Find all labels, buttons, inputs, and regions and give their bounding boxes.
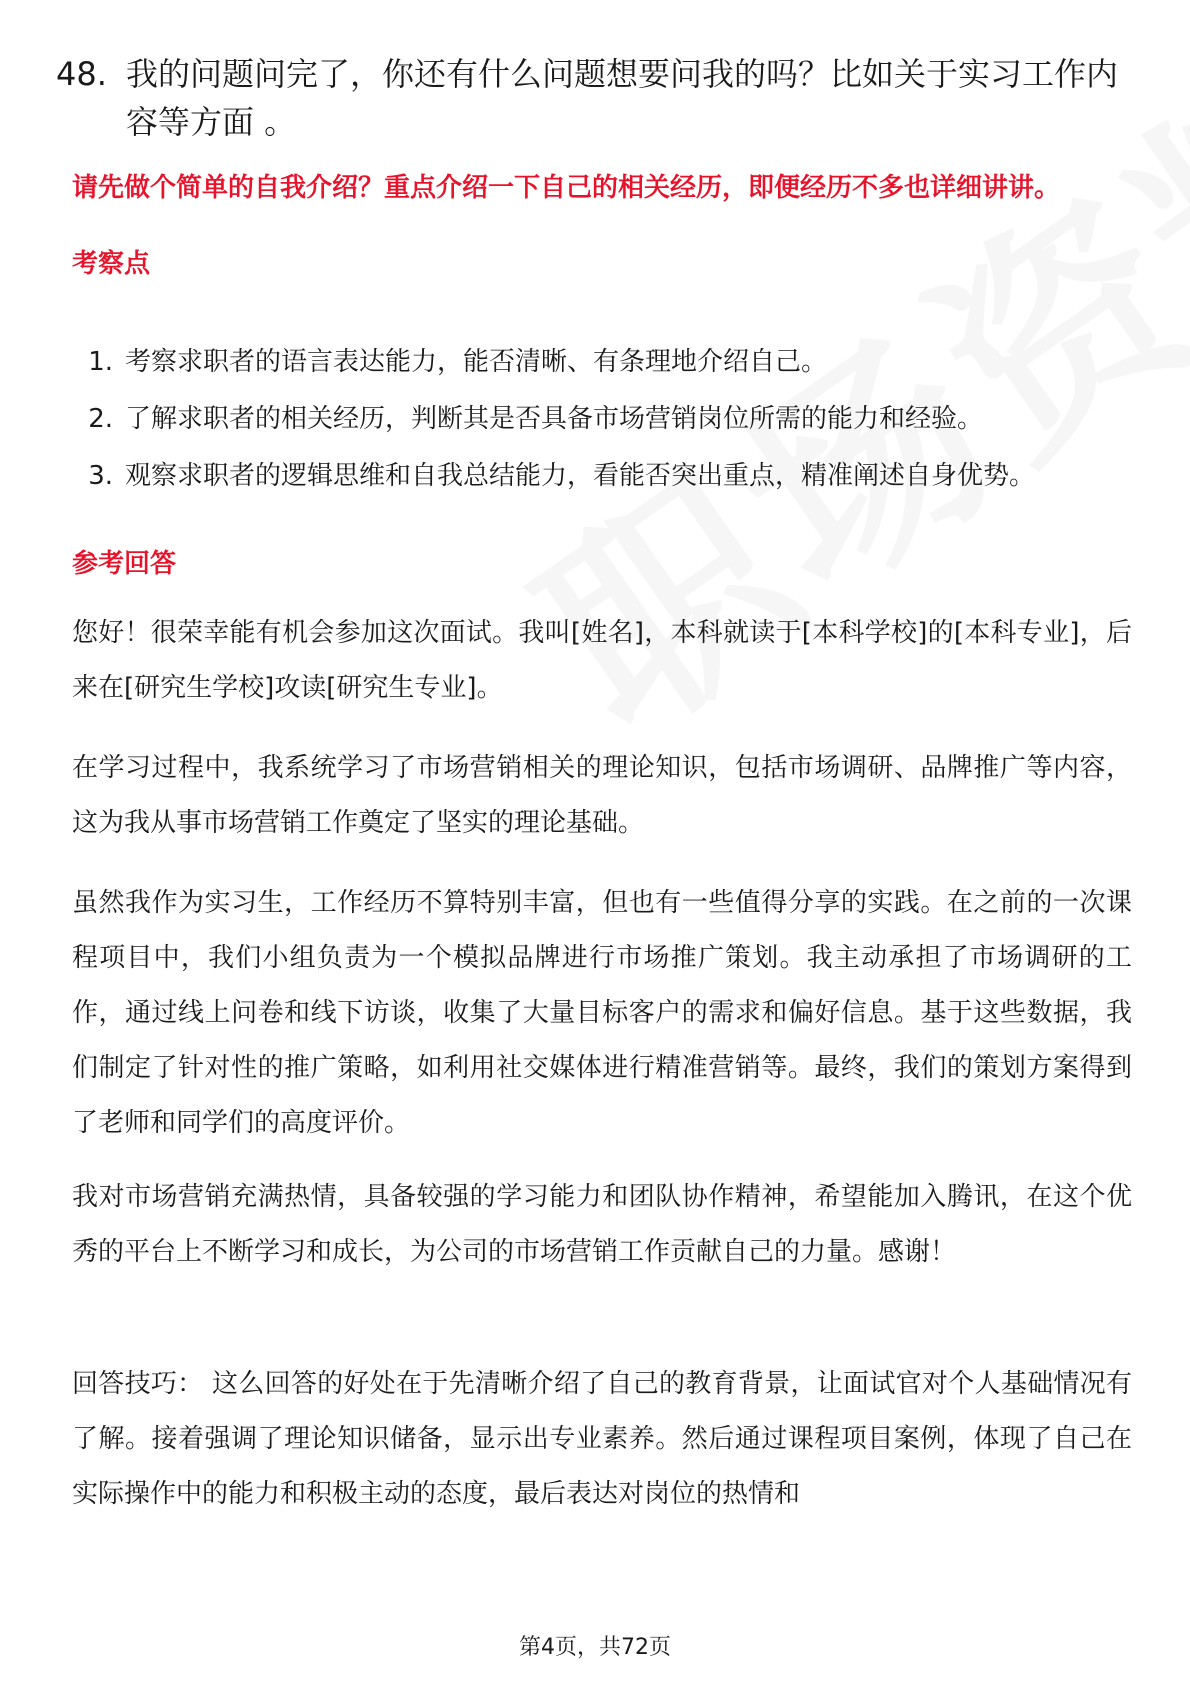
answer-paragraph-1: 您好！很荣幸能有机会参加这次面试。我叫[姓名]，本科就读于[本科学校]的[本科专业]，后来在[研究生学校]攻读[研究生专业]。 [72,618,1132,703]
list-item-text: 观察求职者的逻辑思维和自我总结能力，看能否突出重点，精准阐述自身优势。 [125,461,1036,491]
list-item-number: 1. [88,347,113,377]
list-item [72,448,1132,505]
list-item-text: 了解求职者的相关经历，判断其是否具备市场营销岗位所需的能力和经验。 [125,404,984,434]
answer-paragraph-3: 虽然我作为实习生，工作经历不算特别丰富，但也有一些值得分享的实践。在之前的一次课程项目中，我们小组负责为一个模拟品牌进行市场推广策划。我主动承担了市场调研的工作，通过线上问卷和线下访谈，收集了大量目标客户的需求和偏好信息。基于这些数据，我们制定了针对性的推广策略，如利用社交媒体进行精准营销等。最终，我们的策划方案得到了老师和同学们的高度评价。 [72,888,1132,1138]
section-label-points: 考察点 [72,249,151,279]
answer-tips-paragraph: 回答技巧： 这么回答的好处在于先清晰介绍了自己的教育背景，让面试官对个人基础情况有了解。接着强调了理论知识储备，显示出专业素养。然后通过课程项目案例，体现了自己在实际操作中的能力和积极主动的态度，最后表达对岗位的热情和 [72,1369,1132,1509]
list-item [72,334,1132,391]
points-list [72,334,1132,505]
sub-question-heading: 请先做个简单的自我介绍？重点介绍一下自己的相关经历，即便经历不多也详细讲讲。 [72,173,1061,203]
list-item-number: 2. [88,404,113,434]
list-item-text: 考察求职者的语言表达能力，能否清晰、有条理地介绍自己。 [125,347,828,377]
answer-paragraph-2: 在学习过程中，我系统学习了市场营销相关的理论知识，包括市场调研、品牌推广等内容，这为我从事市场营销工作奠定了坚实的理论基础。 [72,753,1132,838]
question-text: 我的问题问完了，你还有什么问题想要问我的吗？比如关于实习工作内容等方面 。 [126,55,1119,141]
question-number: 48. [56,55,107,93]
page-number-footer: 第4页，共72页 [519,1635,671,1660]
answer-paragraph-4: 我对市场营销充满热情，具备较强的学习能力和团队协作精神，希望能加入腾讯，在这个优秀的平台上不断学习和成长，为公司的市场营销工作贡献自己的力量。感谢！ [72,1182,1132,1267]
question-title [56,50,1126,146]
list-item-number: 3. [88,461,113,491]
list-item [72,391,1132,448]
section-label-answer: 参考回答 [72,549,177,579]
